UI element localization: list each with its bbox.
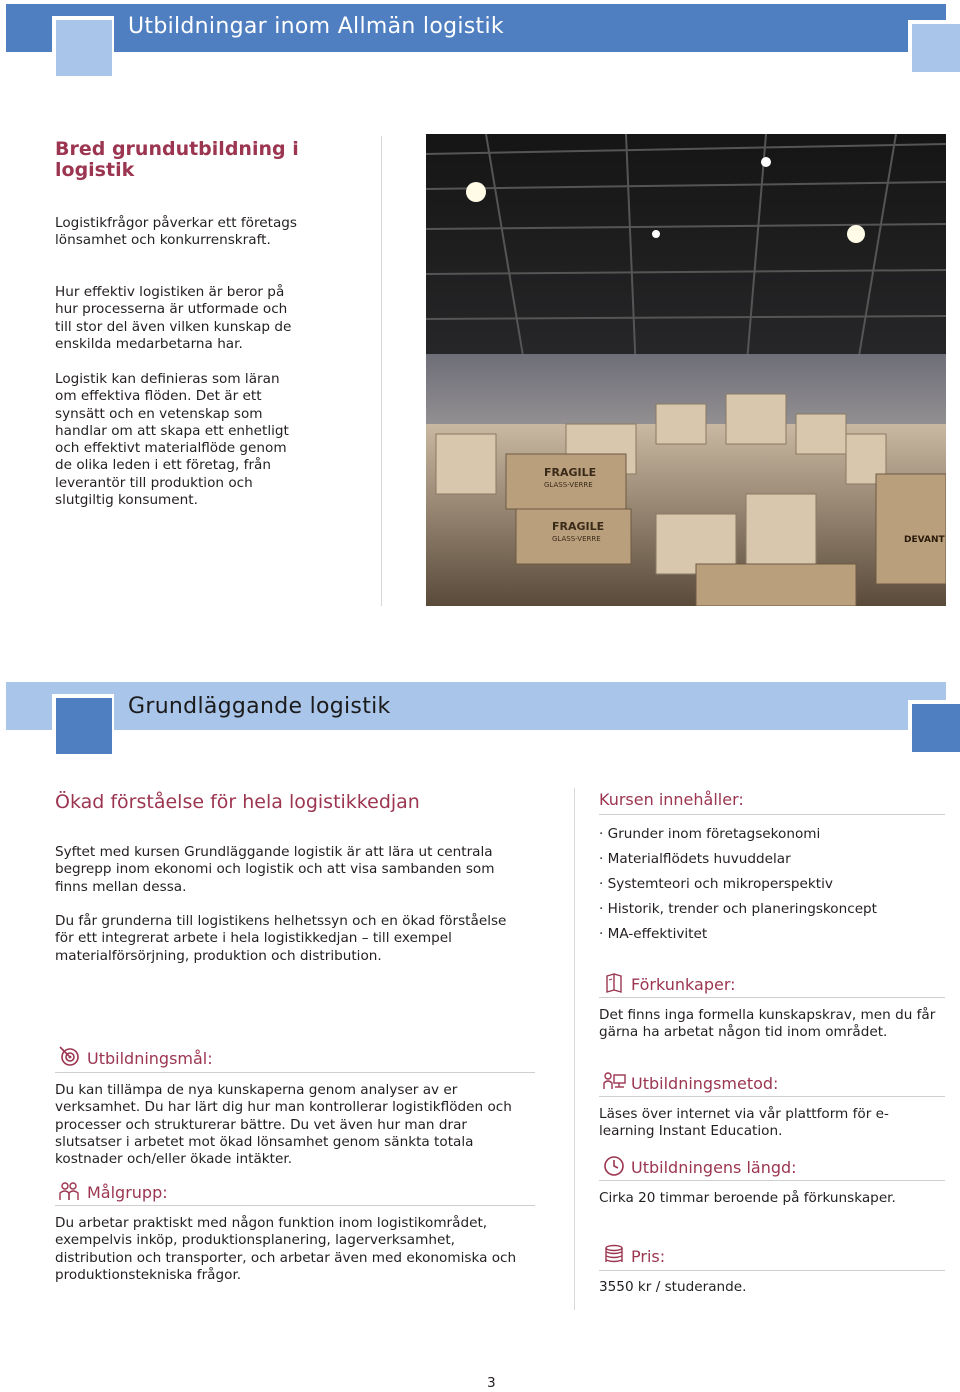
clock-icon (603, 1155, 625, 1177)
contents-heading: Kursen innehåller: (599, 790, 744, 809)
photo-box-label: FRAGILE (544, 466, 597, 479)
intro-paragraph: Hur effektiv logistiken är beror på hur processerna är utformade och till stor del även vilken kunskap de enskilda medarbetarna har. (55, 284, 292, 352)
target-icon (58, 1045, 80, 1067)
divider (599, 814, 945, 815)
goal-heading: Utbildningsmål: (87, 1049, 213, 1068)
photo-box-label: DEVANT (904, 535, 945, 545)
method-text: Läses över internet via vår plattform för e-learning Instant Education. (599, 1106, 889, 1140)
course-heading: Ökad förståelse för hela logistikkedjan (55, 791, 420, 813)
price-text: 3550 kr / studerande. (599, 1279, 747, 1295)
course-paragraph: Syftet med kursen Grundläggande logistik är att lära ut centrala begrepp inom ekonomi och logistik och att visa sambanden som finns mellan dessa. (55, 844, 495, 895)
divider (599, 1096, 945, 1097)
target-group-heading: Målgrupp: (87, 1183, 168, 1202)
intro-paragraph: Logistik kan definieras som läran om effektiva flöden. Det är ett synsätt och en vetenskap som handlar om att skapa ett enhetligt och effektivt materialflöde genom de olika leden i ett företag, från leverantör till produktion och slutgiltig konsument. (55, 371, 289, 509)
intro-paragraph: Logistikfrågor påverkar ett företags lönsamhet och konkurrenskraft. (55, 215, 297, 249)
list-item: · Materialflödets huvuddelar (599, 847, 877, 872)
list-item: · Grunder inom företagsekonomi (599, 822, 877, 847)
course-paragraph: Du får grunderna till logistikens helhetssyn och en ökad förståelse för ett integrerat arbete i hela logistikkedjan – till exempel materialförsörjning, produktion och distribution. (55, 913, 507, 964)
decor-square (912, 24, 960, 72)
list-item: · Systemteori och mikroperspektiv (599, 872, 877, 897)
decor-square (56, 698, 112, 754)
divider (55, 1072, 535, 1073)
prerequisites-text: Det finns inga formella kunskapskrav, men du får gärna ha arbetat någon tid inom området. (599, 1007, 936, 1041)
divider (599, 997, 945, 998)
divider (599, 1270, 945, 1271)
page-title: Utbildningar inom Allmän logistik (128, 14, 504, 39)
group-icon (58, 1180, 80, 1202)
photo-box-label: GLASS-VERRE (552, 535, 601, 543)
computer-user-icon (603, 1071, 625, 1093)
photo-box-label: GLASS-VERRE (544, 481, 593, 489)
price-heading: Pris: (631, 1247, 666, 1266)
page-number: 3 (487, 1375, 496, 1391)
goal-text: Du kan tillämpa de nya kunskaperna genom analyser av er verksamhet. Du har lärt dig hur man kontrollerar logistikflöden och processer och strukturerar bättre. Du vet även hur man drar slutsatser i arbetet mot ökad lönsamhet genom sänkta totala kostnader och/eller ökade intäkter. (55, 1082, 512, 1168)
warehouse-photo (426, 134, 946, 606)
coins-icon (603, 1244, 625, 1266)
list-item: · MA-effektivitet (599, 922, 877, 947)
column-divider (381, 136, 382, 606)
column-divider (574, 788, 575, 1310)
photo-box-label: FRAGILE (552, 520, 605, 533)
decor-square (56, 20, 112, 76)
method-heading: Utbildningsmetod: (631, 1074, 779, 1093)
length-text: Cirka 20 timmar beroende på förkunskaper. (599, 1190, 896, 1206)
list-item: · Historik, trender och planeringskoncept (599, 897, 877, 922)
decor-square (912, 704, 960, 752)
divider (55, 1205, 535, 1206)
prerequisites-heading: Förkunkaper: (631, 975, 736, 994)
book-icon (603, 972, 625, 994)
length-heading: Utbildningens längd: (631, 1158, 797, 1177)
intro-heading: Bred grundutbildning i logistik (55, 138, 299, 181)
contents-list (599, 822, 877, 947)
section-title: Grundläggande logistik (128, 694, 391, 719)
divider (599, 1180, 945, 1181)
target-group-text: Du arbetar praktiskt med någon funktion inom logistikområdet, exempelvis inköp, produktionsplanering, lagerverksamhet, distribution och transporter, och arbetar även med ekonomiska och produktionstekniska frågor. (55, 1215, 517, 1283)
